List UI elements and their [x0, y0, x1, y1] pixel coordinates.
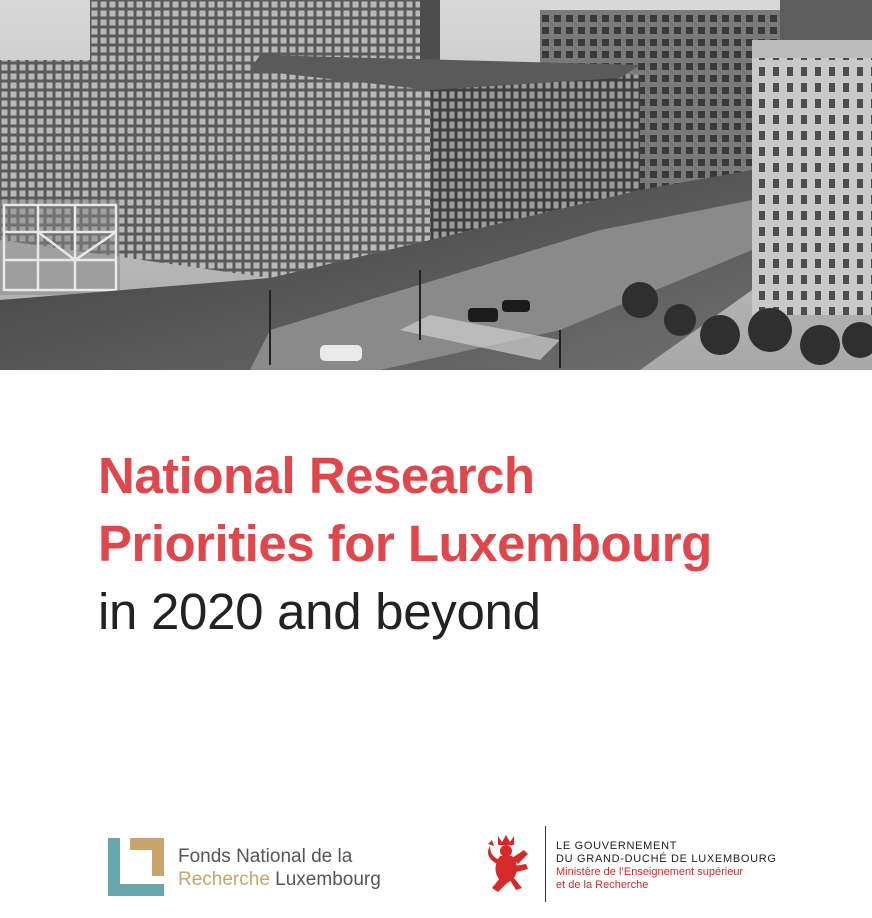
fnr-line-2-accent: Recherche — [178, 869, 270, 890]
subtitle: in 2020 and beyond — [98, 583, 541, 640]
city-photo-icon — [0, 0, 872, 370]
fnr-frame-icon — [108, 838, 164, 896]
title-line-2: Priorities for Luxembourg — [98, 515, 712, 572]
title-line-1: National Research — [98, 447, 535, 504]
gov-line-2: DU GRAND-DUCHÉ DE LUXEMBOURG — [556, 853, 777, 865]
red-lion-icon — [484, 834, 534, 894]
fnr-name — [178, 845, 381, 891]
logo-divider — [545, 826, 546, 902]
fnr-line-2-rest: Luxembourg — [269, 869, 381, 890]
title-block — [98, 442, 858, 646]
gov-line-3: Ministère de l’Enseignement supérieur — [556, 866, 744, 878]
government-text — [556, 840, 777, 892]
gov-line-4: et de la Recherche — [556, 879, 649, 891]
government-logo — [484, 826, 864, 906]
gov-line-1: LE GOUVERNEMENT — [556, 840, 678, 852]
fnr-logo — [108, 838, 408, 898]
cover-photo — [0, 0, 872, 370]
fnr-line-1: Fonds National de la — [178, 846, 353, 867]
